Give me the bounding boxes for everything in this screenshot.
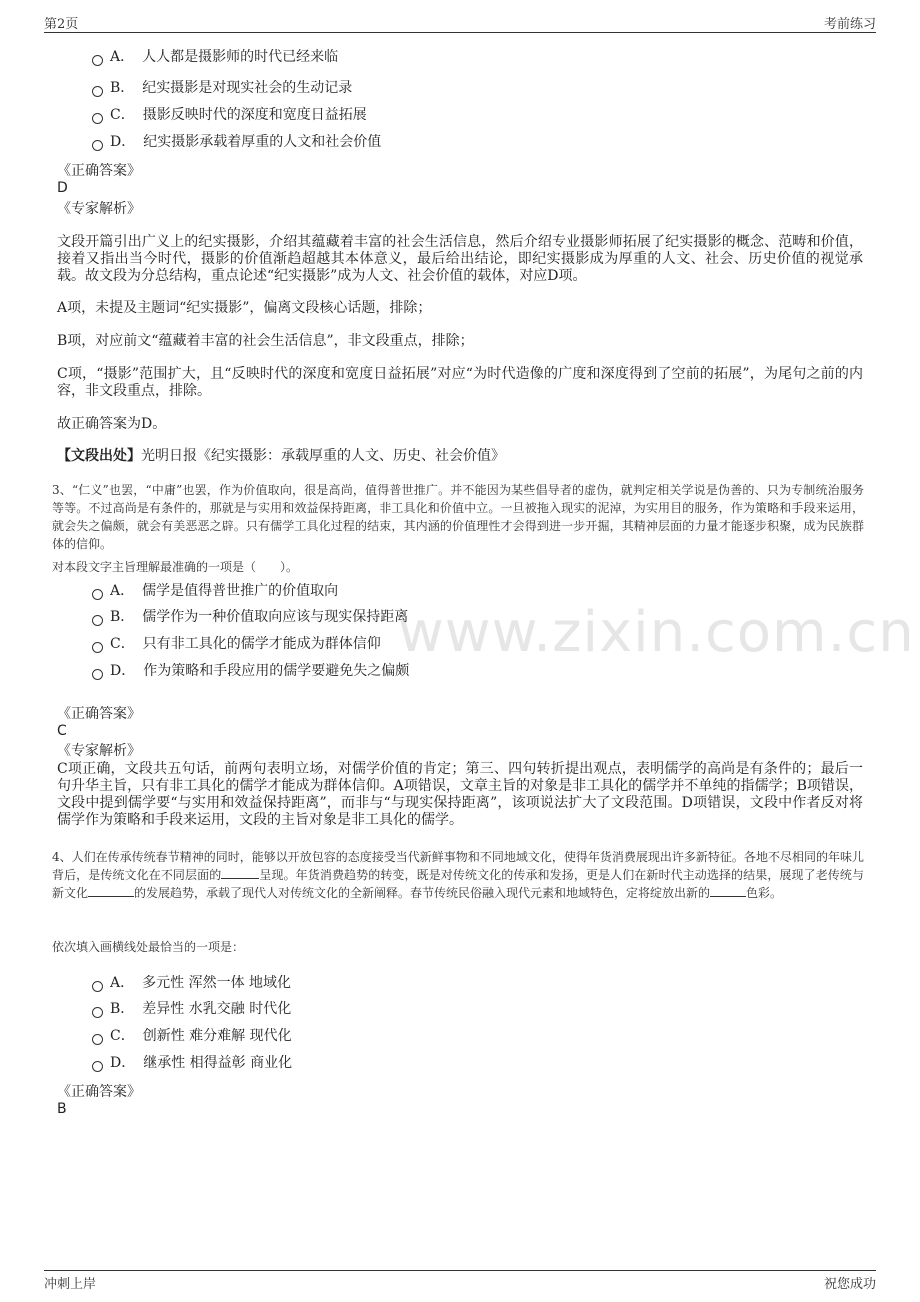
q4-option-b[interactable]: B． 差异性 水乳交融 时代化 [92, 1000, 291, 1018]
q2-analysis-paragraph: B项，对应前文“蕴藏着丰富的社会生活信息”，非文段重点，排除； [57, 333, 474, 349]
footer-left: 冲刺上岸 [44, 1277, 97, 1292]
q2-analysis-paragraph: A项，未提及主题词“纪实摄影”，偏离文段核心话题，排除； [57, 300, 432, 316]
q4-question: 依次填入画横线处最恰当的一项是： [52, 940, 245, 954]
q3-analysis-label: 《专家解析》 [57, 743, 141, 759]
q2-option-b[interactable]: B． 纪实摄影是对现实社会的生动记录 [92, 79, 352, 97]
blank-line [221, 866, 259, 879]
radio-icon[interactable] [92, 669, 103, 680]
blank-line [88, 884, 134, 897]
q4-option-a[interactable]: A． 多元性 浑然一体 地域化 [92, 974, 291, 992]
q2-analysis-label: 《专家解析》 [57, 201, 141, 217]
q2-option-a[interactable]: A． 人人都是摄影师的时代已经来临 [92, 48, 338, 66]
q2-answer: D [57, 180, 68, 196]
q3-option-a[interactable]: A． 儒学是值得普世推广的价值取向 [92, 582, 338, 600]
q3-option-c[interactable]: C． 只有非工具化的儒学才能成为群体信仰 [92, 635, 381, 653]
radio-icon[interactable] [92, 1061, 103, 1072]
radio-icon[interactable] [92, 589, 103, 600]
q2-analysis-paragraph: C项，“摄影”范围扩大，且“反映时代的深度和宽度日益拓展”对应“为时代造像的广度和深度得到了空前的拓展”，为尾句之前的内容，非文段重点，排除。 [57, 366, 863, 399]
radio-icon[interactable] [92, 981, 103, 992]
header-title: 考前练习 [823, 17, 876, 32]
q2-option-d[interactable]: D． 纪实摄影承载着厚重的人文和社会价值 [92, 133, 381, 151]
page-header [44, 13, 876, 33]
q4-answer: B [57, 1101, 67, 1117]
q4-option-c[interactable]: C． 创新性 难分难解 现代化 [92, 1027, 292, 1045]
blank-line [710, 884, 746, 897]
radio-icon[interactable] [92, 1034, 103, 1045]
source-text: 光明日报《纪实摄影：承载厚重的人文、历史、社会价值》 [141, 448, 505, 464]
q2-analysis-conclusion: 故正确答案为D。 [57, 416, 167, 432]
q3-analysis: C项正确，文段共五句话，前两句表明立场，对儒学价值的肯定；第三、四句转折提出观点，表明儒学的高尚是有条件的；最后一句升华主旨，只有非工具化的儒学才能成为群体信仰。A项错误，文章主旨的对象是非工具化的儒学并不单纯的指儒学；B项错误，文段中提到儒学要“与实用和效益保持距离”，而非与“与现实保持距离”，该项说法扩大了文段范围。D项错误，文段中作者反对将儒学作为策略和手段来运用，文段的主旨对象是非工具化的儒学。 [57, 761, 863, 828]
radio-icon[interactable] [92, 615, 103, 626]
q3-option-d[interactable]: D． 作为策略和手段应用的儒学要避免失之偏颇 [92, 662, 409, 680]
q2-answer-label: 《正确答案》 [57, 163, 141, 179]
radio-icon[interactable] [92, 1007, 103, 1018]
q2-analysis-paragraph: 文段开篇引出广义上的纪实摄影，介绍其蕴藏着丰富的社会生活信息，然后介绍专业摄影师拓展了纪实摄影的概念、范畴和价值，接着又指出当今时代，摄影的价值渐趋超越其本体意义，最后给出结论，即纪实摄影成为厚重的人文、社会、历史价值的视觉承载。故文段为分总结构，重点论述“纪实摄影”成为人文、社会价值的载体，对应D项。 [57, 234, 863, 284]
q4-answer-label: 《正确答案》 [57, 1084, 141, 1100]
radio-icon[interactable] [92, 113, 103, 124]
radio-icon[interactable] [92, 140, 103, 151]
watermark: www.zixin.com.cn [398, 600, 915, 665]
radio-icon[interactable] [92, 55, 103, 66]
q2-source [57, 448, 863, 465]
source-label: 【文段出处】 [57, 448, 141, 464]
q3-option-b[interactable]: B． 儒学作为一种价值取向应该与现实保持距离 [92, 608, 408, 626]
q3-answer-label: 《正确答案》 [57, 706, 141, 722]
q4-option-d[interactable]: D． 继承性 相得益彰 商业化 [92, 1054, 292, 1072]
radio-icon[interactable] [92, 86, 103, 97]
q3-answer: C [57, 723, 67, 739]
page-number: 第2页 [44, 17, 79, 32]
q3-question: 对本段文字主旨理解最准确的一项是（ ）。 [52, 560, 299, 574]
q2-option-c[interactable]: C． 摄影反映时代的深度和宽度日益拓展 [92, 106, 367, 124]
q4-stem: 4、人们在传承传统春节精神的同时，能够以开放包容的态度接受当代新鲜事物和不同地域文化，使得年货消费展现出许多新特征。各地不尽相同的年味儿背后，是传统文化在不同层面的 呈现。年货消费趋势的转变，既是对传统文化的传承和发扬，更是人们在新时代主动选择的结果，展现了老传统与新文化 的发展趋势，承载了现代人对传统文化的全新阐释。春节传统民俗融入现代元素和地域特色，定将绽放出新的 色彩。 [52, 850, 864, 900]
radio-icon[interactable] [92, 642, 103, 653]
footer-right: 祝您成功 [823, 1277, 876, 1292]
page-footer [44, 1270, 876, 1291]
q3-stem: 3、“仁义”也罢，“中庸”也罢，作为价值取向，很是高尚，值得普世推广。并不能因为某些倡导者的虚伪，就判定相关学说是伪善的、只为专制统治服务等等。不过高尚是有条件的，那就是与实用和效益保持距离，非工具化和价值中立。一旦被拖入现实的泥淖，为实用目的服务，作为策略和手段来运用，就会失之偏颇，就会有美恶恶之辟。只有儒学工具化过程的结束，其内涵的价值理性才会得到进一步开掘，其精神层面的力量才能逐步积聚，成为民族群体的信仰。 [52, 483, 864, 551]
